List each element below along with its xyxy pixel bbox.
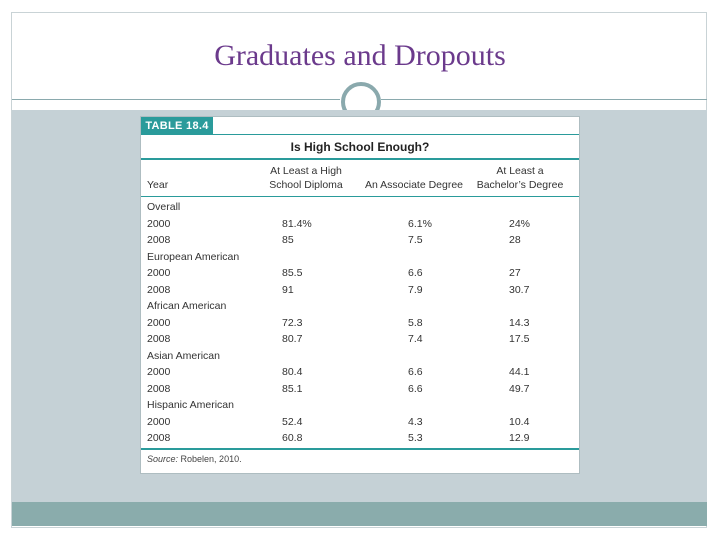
header-associate: An Associate Degree — [364, 179, 464, 191]
table-caption: Is High School Enough? — [290, 140, 430, 154]
table-bottom-rule — [141, 448, 579, 450]
cell-year: 2008 — [147, 234, 171, 246]
table-row — [147, 381, 577, 398]
cell-associate: 6.6 — [408, 382, 423, 395]
cell-associate: 5.3 — [408, 432, 423, 444]
header-year: Year — [147, 179, 169, 191]
group-label: Overall — [147, 201, 181, 213]
table-body — [147, 199, 577, 447]
footer-band — [12, 502, 707, 526]
cell-year: 2008 — [147, 382, 171, 395]
cell-high-school: 91 — [282, 283, 294, 296]
cell-associate: 6.6 — [408, 366, 423, 378]
cell-bachelors: 44.1 — [509, 366, 530, 378]
cell-year: 2000 — [147, 366, 171, 378]
table-row — [147, 232, 577, 249]
header-high-school-line1: At Least a High — [270, 165, 342, 177]
cell-high-school: 72.3 — [282, 316, 303, 329]
table-badge: TABLE 18.4 — [141, 117, 213, 135]
cell-associate: 6.6 — [408, 267, 423, 279]
header-rule — [141, 196, 579, 197]
table-row — [147, 430, 577, 447]
header-bachelors — [470, 164, 570, 192]
table-row — [147, 216, 577, 233]
header-bachelors-line2: Bachelor’s Degree — [476, 179, 564, 191]
cell-associate: 7.9 — [408, 283, 423, 296]
cell-associate: 4.3 — [408, 415, 423, 428]
cell-high-school: 81.4% — [282, 217, 312, 230]
badge-rule — [213, 134, 579, 135]
cell-bachelors: 28 — [509, 234, 521, 246]
cell-year: 2000 — [147, 217, 171, 230]
cell-year: 2008 — [147, 333, 171, 345]
cell-high-school: 85 — [282, 234, 294, 246]
cell-bachelors: 27 — [509, 267, 521, 279]
cell-bachelors: 10.4 — [509, 415, 530, 428]
cell-associate: 7.5 — [408, 234, 423, 246]
caption-rule — [141, 158, 579, 160]
table-source — [147, 453, 242, 465]
table-row — [147, 282, 577, 299]
cell-high-school: 80.7 — [282, 333, 303, 345]
source-label: Source: — [147, 454, 179, 464]
cell-high-school: 85.1 — [282, 382, 303, 395]
title-divider-right — [381, 99, 707, 100]
cell-year: 2000 — [147, 267, 171, 279]
cell-bachelors: 30.7 — [509, 283, 530, 296]
cell-bachelors: 49.7 — [509, 382, 530, 395]
cell-bachelors: 12.9 — [509, 432, 530, 444]
header-high-school — [258, 164, 354, 192]
cell-high-school: 60.8 — [282, 432, 303, 444]
table-row — [147, 364, 577, 381]
cell-year: 2008 — [147, 283, 171, 296]
cell-associate: 5.8 — [408, 316, 423, 329]
cell-bachelors: 17.5 — [509, 333, 530, 345]
cell-high-school: 80.4 — [282, 366, 303, 378]
group-label: European American — [147, 250, 240, 263]
header-high-school-line2: School Diploma — [269, 179, 343, 191]
table-row — [147, 265, 577, 282]
cell-high-school: 85.5 — [282, 267, 303, 279]
table-row — [147, 414, 577, 431]
table-row — [147, 331, 577, 348]
slide-title: Graduates and Dropouts — [214, 39, 506, 72]
table-row — [147, 315, 577, 332]
group-label: Hispanic American — [147, 399, 234, 411]
cell-bachelors: 14.3 — [509, 316, 530, 329]
cell-high-school: 52.4 — [282, 415, 303, 428]
cell-year: 2008 — [147, 432, 171, 444]
cell-bachelors: 24% — [509, 217, 531, 230]
title-divider-left — [12, 99, 340, 100]
source-text: Robelen, 2010. — [178, 454, 242, 464]
cell-associate: 7.4 — [408, 333, 423, 345]
group-label: Asian American — [147, 349, 220, 362]
cell-year: 2000 — [147, 415, 171, 428]
header-bachelors-line1: At Least a — [496, 165, 544, 177]
cell-year: 2000 — [147, 316, 171, 329]
cell-associate: 6.1% — [408, 217, 432, 230]
group-label: African American — [147, 300, 227, 312]
